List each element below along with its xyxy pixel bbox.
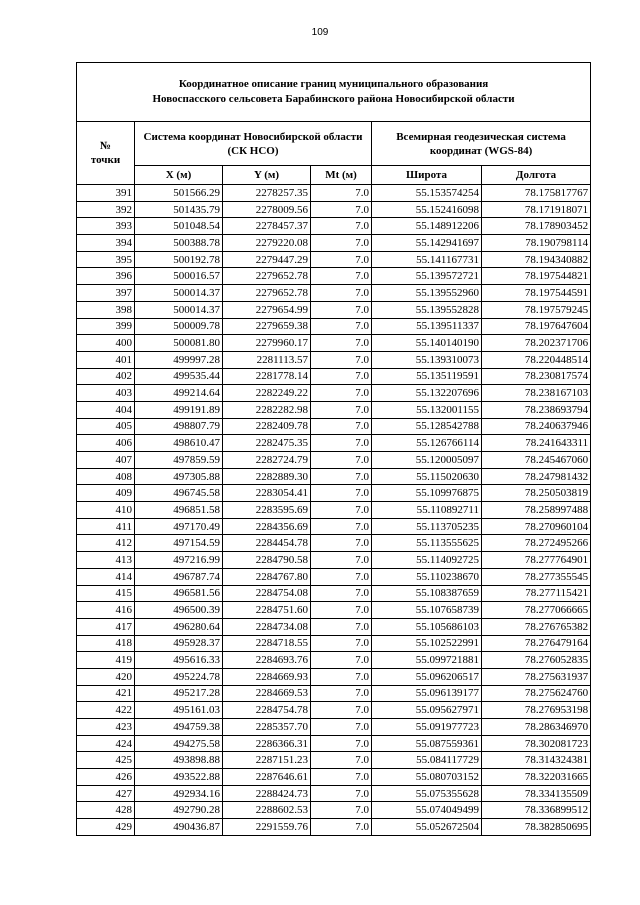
y-cell: 2278457.37 (223, 218, 311, 235)
longitude-cell: 78.277764901 (482, 552, 591, 569)
table-row (77, 685, 591, 702)
y-cell: 2288602.53 (223, 802, 311, 819)
latitude-cell: 55.075355628 (372, 785, 482, 802)
latitude-cell: 55.139511337 (372, 318, 482, 335)
table-row (77, 502, 591, 519)
latitude-cell: 55.113705235 (372, 518, 482, 535)
mt-cell: 7.0 (311, 452, 372, 469)
y-cell: 2291559.76 (223, 819, 311, 836)
latitude-cell: 55.091977723 (372, 719, 482, 736)
table-row (77, 769, 591, 786)
longitude-cell: 78.286346970 (482, 719, 591, 736)
y-cell: 2282249.22 (223, 385, 311, 402)
y-cell: 2279652.78 (223, 268, 311, 285)
table-row (77, 668, 591, 685)
point-number-cell: 407 (77, 452, 135, 469)
x-cell: 494275.58 (135, 735, 223, 752)
table-row (77, 318, 591, 335)
latitude-cell: 55.139552960 (372, 285, 482, 302)
table-row (77, 418, 591, 435)
table-row (77, 819, 591, 836)
table-row (77, 585, 591, 602)
table-row (77, 602, 591, 619)
mt-cell: 7.0 (311, 351, 372, 368)
point-number-cell: 428 (77, 802, 135, 819)
mt-cell: 7.0 (311, 585, 372, 602)
point-number-cell: 396 (77, 268, 135, 285)
y-cell: 2284790.58 (223, 552, 311, 569)
mt-cell: 7.0 (311, 668, 372, 685)
mt-cell: 7.0 (311, 468, 372, 485)
longitude-cell: 78.276479164 (482, 635, 591, 652)
longitude-column-header: Долгота (482, 166, 591, 185)
table-row (77, 218, 591, 235)
table-row (77, 568, 591, 585)
point-number-cell: 391 (77, 185, 135, 202)
x-cell: 500192.78 (135, 251, 223, 268)
nso-system-header: Система координат Новосибирской области (СК НСО) (135, 122, 372, 166)
x-cell: 497859.59 (135, 452, 223, 469)
latitude-cell: 55.096139177 (372, 685, 482, 702)
latitude-cell: 55.107658739 (372, 602, 482, 619)
longitude-cell: 78.277115421 (482, 585, 591, 602)
y-cell: 2278257.35 (223, 185, 311, 202)
mt-cell: 7.0 (311, 802, 372, 819)
longitude-cell: 78.202371706 (482, 335, 591, 352)
latitude-cell: 55.102522991 (372, 635, 482, 652)
y-cell: 2283595.69 (223, 502, 311, 519)
y-cell: 2282889.30 (223, 468, 311, 485)
longitude-cell: 78.190798114 (482, 235, 591, 252)
table-row (77, 385, 591, 402)
point-number-cell: 395 (77, 251, 135, 268)
longitude-cell: 78.220448514 (482, 351, 591, 368)
latitude-cell: 55.080703152 (372, 769, 482, 786)
x-cell: 497305.88 (135, 468, 223, 485)
latitude-cell: 55.139310073 (372, 351, 482, 368)
title-line-2: Новоспасского сельсовета Барабинского района Новосибирской области (152, 93, 515, 105)
mt-cell: 7.0 (311, 769, 372, 786)
mt-cell: 7.0 (311, 368, 372, 385)
latitude-cell: 55.139572721 (372, 268, 482, 285)
x-cell: 495224.78 (135, 668, 223, 685)
latitude-cell: 55.087559361 (372, 735, 482, 752)
mt-cell: 7.0 (311, 819, 372, 836)
x-cell: 496787.74 (135, 568, 223, 585)
mt-cell: 7.0 (311, 652, 372, 669)
point-number-cell: 418 (77, 635, 135, 652)
longitude-cell: 78.272495266 (482, 535, 591, 552)
table-body (77, 185, 591, 836)
x-cell: 494759.38 (135, 719, 223, 736)
longitude-cell: 78.314324381 (482, 752, 591, 769)
latitude-cell: 55.141167731 (372, 251, 482, 268)
longitude-cell: 78.197647604 (482, 318, 591, 335)
longitude-cell: 78.197544591 (482, 285, 591, 302)
longitude-cell: 78.241643311 (482, 435, 591, 452)
point-number-cell: 401 (77, 351, 135, 368)
longitude-cell: 78.230817574 (482, 368, 591, 385)
mt-cell: 7.0 (311, 401, 372, 418)
y-cell: 2285357.70 (223, 719, 311, 736)
latitude-cell: 55.126766114 (372, 435, 482, 452)
latitude-cell: 55.084117729 (372, 752, 482, 769)
y-cell: 2279960.17 (223, 335, 311, 352)
latitude-cell: 55.108387659 (372, 585, 482, 602)
mt-cell: 7.0 (311, 485, 372, 502)
mt-cell: 7.0 (311, 752, 372, 769)
latitude-cell: 55.099721881 (372, 652, 482, 669)
point-number-cell: 404 (77, 401, 135, 418)
point-number-cell: 419 (77, 652, 135, 669)
x-cell: 498610.47 (135, 435, 223, 452)
table-row (77, 301, 591, 318)
longitude-cell: 78.302081723 (482, 735, 591, 752)
x-cell: 499997.28 (135, 351, 223, 368)
y-cell: 2279659.38 (223, 318, 311, 335)
longitude-cell: 78.197579245 (482, 301, 591, 318)
point-number-cell: 392 (77, 201, 135, 218)
y-cell: 2284734.08 (223, 618, 311, 635)
y-cell: 2284718.55 (223, 635, 311, 652)
latitude-cell: 55.139552828 (372, 301, 482, 318)
y-cell: 2282724.79 (223, 452, 311, 469)
y-cell: 2279447.29 (223, 251, 311, 268)
longitude-cell: 78.171918071 (482, 201, 591, 218)
longitude-cell: 78.275631937 (482, 668, 591, 685)
mt-cell: 7.0 (311, 685, 372, 702)
point-number-header-line-1: № (99, 140, 112, 152)
mt-cell: 7.0 (311, 518, 372, 535)
table-row (77, 201, 591, 218)
point-number-cell: 417 (77, 618, 135, 635)
x-cell: 500016.57 (135, 268, 223, 285)
y-cell: 2287646.61 (223, 769, 311, 786)
mt-cell: 7.0 (311, 785, 372, 802)
point-number-header (77, 122, 135, 185)
mt-cell: 7.0 (311, 735, 372, 752)
table-row (77, 351, 591, 368)
latitude-cell: 55.110892711 (372, 502, 482, 519)
longitude-cell: 78.194340882 (482, 251, 591, 268)
y-cell: 2284454.78 (223, 535, 311, 552)
point-number-cell: 393 (77, 218, 135, 235)
longitude-cell: 78.178903452 (482, 218, 591, 235)
latitude-cell: 55.115020630 (372, 468, 482, 485)
table-row (77, 235, 591, 252)
mt-cell: 7.0 (311, 435, 372, 452)
latitude-cell: 55.140140190 (372, 335, 482, 352)
table-row (77, 435, 591, 452)
y-cell: 2284754.78 (223, 702, 311, 719)
point-number-cell: 397 (77, 285, 135, 302)
x-cell: 492790.28 (135, 802, 223, 819)
table-row (77, 618, 591, 635)
y-cell: 2279220.08 (223, 235, 311, 252)
mt-cell: 7.0 (311, 301, 372, 318)
latitude-cell: 55.052672504 (372, 819, 482, 836)
y-cell: 2279654.99 (223, 301, 311, 318)
longitude-cell: 78.238693794 (482, 401, 591, 418)
wgs84-system-header: Всемирная геодезическая система координат (WGS-84) (372, 122, 591, 166)
point-number-cell: 408 (77, 468, 135, 485)
table-row (77, 251, 591, 268)
point-number-cell: 409 (77, 485, 135, 502)
latitude-cell: 55.074049499 (372, 802, 482, 819)
mt-cell: 7.0 (311, 218, 372, 235)
mt-cell: 7.0 (311, 235, 372, 252)
y-cell: 2287151.23 (223, 752, 311, 769)
latitude-cell: 55.148912206 (372, 218, 482, 235)
y-cell: 2282409.78 (223, 418, 311, 435)
x-cell: 500014.37 (135, 285, 223, 302)
point-number-cell: 412 (77, 535, 135, 552)
y-cell: 2284751.60 (223, 602, 311, 619)
mt-cell: 7.0 (311, 502, 372, 519)
longitude-cell: 78.277066665 (482, 602, 591, 619)
point-number-cell: 402 (77, 368, 135, 385)
mt-cell: 7.0 (311, 268, 372, 285)
table-row (77, 285, 591, 302)
page-number: 109 (311, 27, 329, 38)
mt-cell: 7.0 (311, 185, 372, 202)
longitude-cell: 78.175817767 (482, 185, 591, 202)
longitude-cell: 78.276052835 (482, 652, 591, 669)
table-row (77, 752, 591, 769)
latitude-cell: 55.132207696 (372, 385, 482, 402)
point-number-cell: 398 (77, 301, 135, 318)
mt-cell: 7.0 (311, 201, 372, 218)
mt-cell: 7.0 (311, 318, 372, 335)
mt-cell: 7.0 (311, 635, 372, 652)
table-row (77, 552, 591, 569)
latitude-cell: 55.135119591 (372, 368, 482, 385)
point-number-cell: 426 (77, 769, 135, 786)
mt-cell: 7.0 (311, 618, 372, 635)
longitude-cell: 78.382850695 (482, 819, 591, 836)
mt-cell: 7.0 (311, 568, 372, 585)
table-row (77, 185, 591, 202)
point-number-cell: 403 (77, 385, 135, 402)
y-cell: 2284693.76 (223, 652, 311, 669)
table-row (77, 268, 591, 285)
table-row (77, 635, 591, 652)
longitude-cell: 78.250503819 (482, 485, 591, 502)
latitude-cell: 55.105686103 (372, 618, 482, 635)
mt-cell: 7.0 (311, 602, 372, 619)
table-row (77, 368, 591, 385)
longitude-cell: 78.240637946 (482, 418, 591, 435)
x-cell: 500009.78 (135, 318, 223, 335)
x-cell: 498807.79 (135, 418, 223, 435)
table-title (77, 63, 591, 122)
x-cell: 497216.99 (135, 552, 223, 569)
title-line-1: Координатное описание границ муниципального образования (178, 78, 489, 90)
table-row (77, 468, 591, 485)
table-row (77, 652, 591, 669)
table-row (77, 785, 591, 802)
longitude-cell: 78.197544821 (482, 268, 591, 285)
longitude-cell: 78.238167103 (482, 385, 591, 402)
y-cell: 2284767.80 (223, 568, 311, 585)
y-cell: 2279652.78 (223, 285, 311, 302)
mt-cell: 7.0 (311, 335, 372, 352)
point-number-cell: 406 (77, 435, 135, 452)
point-number-cell: 394 (77, 235, 135, 252)
point-number-cell: 410 (77, 502, 135, 519)
x-cell: 500081.80 (135, 335, 223, 352)
x-cell: 501048.54 (135, 218, 223, 235)
table-row (77, 335, 591, 352)
mt-cell: 7.0 (311, 251, 372, 268)
x-cell: 496581.56 (135, 585, 223, 602)
point-number-cell: 414 (77, 568, 135, 585)
y-cell: 2281113.57 (223, 351, 311, 368)
point-number-cell: 429 (77, 819, 135, 836)
longitude-cell: 78.245467060 (482, 452, 591, 469)
latitude-cell: 55.120005097 (372, 452, 482, 469)
point-number-cell: 416 (77, 602, 135, 619)
latitude-cell: 55.142941697 (372, 235, 482, 252)
table-row (77, 702, 591, 719)
point-number-cell: 405 (77, 418, 135, 435)
x-cell: 490436.87 (135, 819, 223, 836)
point-number-cell: 425 (77, 752, 135, 769)
latitude-cell: 55.110238670 (372, 568, 482, 585)
y-cell: 2284356.69 (223, 518, 311, 535)
latitude-cell: 55.114092725 (372, 552, 482, 569)
latitude-column-header: Широта (372, 166, 482, 185)
x-cell: 493522.88 (135, 769, 223, 786)
longitude-cell: 78.270960104 (482, 518, 591, 535)
mt-cell: 7.0 (311, 418, 372, 435)
x-cell: 497154.59 (135, 535, 223, 552)
y-cell: 2281778.14 (223, 368, 311, 385)
longitude-cell: 78.277355545 (482, 568, 591, 585)
longitude-cell: 78.258997488 (482, 502, 591, 519)
y-cell: 2286366.31 (223, 735, 311, 752)
x-cell: 501435.79 (135, 201, 223, 218)
x-column-header: X (м) (135, 166, 223, 185)
x-cell: 496745.58 (135, 485, 223, 502)
y-column-header: Y (м) (223, 166, 311, 185)
latitude-cell: 55.152416098 (372, 201, 482, 218)
y-cell: 2282475.35 (223, 435, 311, 452)
y-cell: 2284669.93 (223, 668, 311, 685)
latitude-cell: 55.113555625 (372, 535, 482, 552)
x-cell: 500014.37 (135, 301, 223, 318)
y-cell: 2288424.73 (223, 785, 311, 802)
y-cell: 2282282.98 (223, 401, 311, 418)
point-number-cell: 399 (77, 318, 135, 335)
point-number-cell: 424 (77, 735, 135, 752)
mt-cell: 7.0 (311, 535, 372, 552)
x-cell: 493898.88 (135, 752, 223, 769)
table-row (77, 802, 591, 819)
latitude-cell: 55.153574254 (372, 185, 482, 202)
point-number-cell: 427 (77, 785, 135, 802)
latitude-cell: 55.095627971 (372, 702, 482, 719)
x-cell: 500388.78 (135, 235, 223, 252)
longitude-cell: 78.276765382 (482, 618, 591, 635)
longitude-cell: 78.336899512 (482, 802, 591, 819)
table-row (77, 719, 591, 736)
longitude-cell: 78.276953198 (482, 702, 591, 719)
mt-cell: 7.0 (311, 285, 372, 302)
table-row (77, 485, 591, 502)
x-cell: 495616.33 (135, 652, 223, 669)
x-cell: 497170.49 (135, 518, 223, 535)
x-cell: 496280.64 (135, 618, 223, 635)
y-cell: 2283054.41 (223, 485, 311, 502)
x-cell: 495161.03 (135, 702, 223, 719)
latitude-cell: 55.132001155 (372, 401, 482, 418)
x-cell: 496500.39 (135, 602, 223, 619)
x-cell: 499214.64 (135, 385, 223, 402)
mt-cell: 7.0 (311, 719, 372, 736)
latitude-cell: 55.109976875 (372, 485, 482, 502)
point-number-cell: 411 (77, 518, 135, 535)
table-row (77, 401, 591, 418)
mt-cell: 7.0 (311, 385, 372, 402)
point-number-cell: 421 (77, 685, 135, 702)
x-cell: 501566.29 (135, 185, 223, 202)
mt-cell: 7.0 (311, 552, 372, 569)
point-number-header-line-2: точки (90, 154, 121, 166)
x-cell: 495928.37 (135, 635, 223, 652)
point-number-cell: 422 (77, 702, 135, 719)
x-cell: 499191.89 (135, 401, 223, 418)
longitude-cell: 78.247981432 (482, 468, 591, 485)
mt-cell: 7.0 (311, 702, 372, 719)
y-cell: 2284669.53 (223, 685, 311, 702)
table-row (77, 452, 591, 469)
mt-column-header: Mt (м) (311, 166, 372, 185)
latitude-cell: 55.128542788 (372, 418, 482, 435)
x-cell: 495217.28 (135, 685, 223, 702)
table-row (77, 735, 591, 752)
longitude-cell: 78.275624760 (482, 685, 591, 702)
y-cell: 2284754.08 (223, 585, 311, 602)
table-row (77, 518, 591, 535)
table-row (77, 535, 591, 552)
point-number-cell: 420 (77, 668, 135, 685)
longitude-cell: 78.334135509 (482, 785, 591, 802)
longitude-cell: 78.322031665 (482, 769, 591, 786)
x-cell: 492934.16 (135, 785, 223, 802)
latitude-cell: 55.096206517 (372, 668, 482, 685)
point-number-cell: 413 (77, 552, 135, 569)
point-number-cell: 400 (77, 335, 135, 352)
x-cell: 496851.58 (135, 502, 223, 519)
coordinates-table (76, 62, 591, 836)
point-number-cell: 415 (77, 585, 135, 602)
y-cell: 2278009.56 (223, 201, 311, 218)
x-cell: 499535.44 (135, 368, 223, 385)
point-number-cell: 423 (77, 719, 135, 736)
